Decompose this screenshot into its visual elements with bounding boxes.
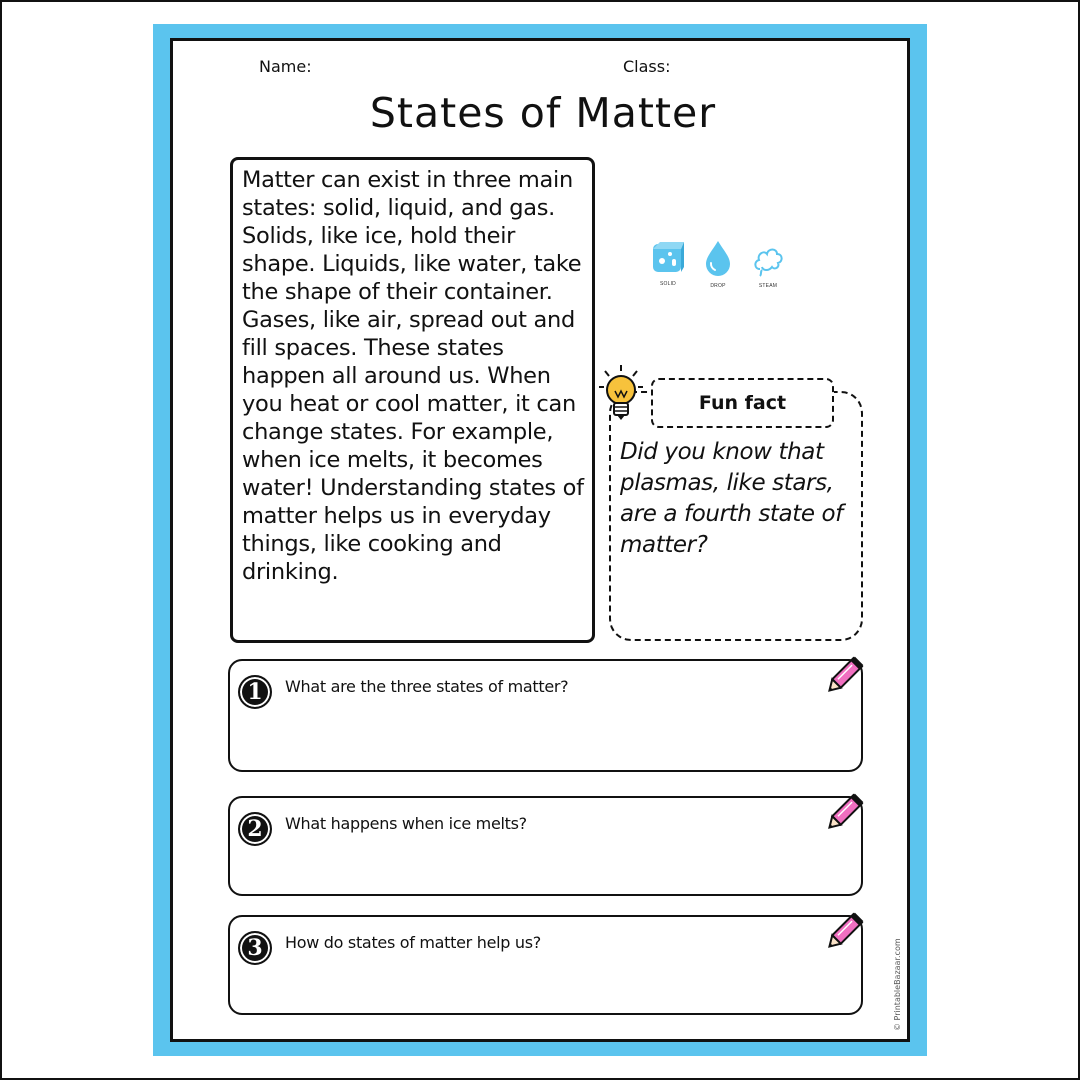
lightbulb-icon [597,363,645,425]
worksheet [170,38,910,1042]
page-title: States of Matter [369,89,717,137]
question-box-1[interactable] [228,659,863,772]
ice-cube-icon [643,239,693,287]
pencil-icon [819,786,871,838]
question-text-3: How do states of matter help us? [285,933,541,952]
icon-caption-solid: SOLID [659,281,676,287]
question-number-2: 2 [238,812,272,846]
icon-caption-drop: DROP [710,283,726,289]
name-label: Name: [259,57,312,76]
fun-fact-title: Fun fact [651,378,834,428]
steam-icon [743,239,793,289]
states-illustration [643,239,823,299]
pencil-icon [819,905,871,957]
reading-passage: Matter can exist in three main states: solid, liquid, and gas. Solids, like ice, hold their shape. Liquids, like water, take the shape of their container. Gases, like air, spread out and fill spaces. These states happen all around us. When you heat or cool matter, it can change states. For example, when ice melts, it becomes water! Understanding states of matter helps us in everyday things, like cooking and drinking. [242,167,584,585]
icon-caption-steam: STEAM [758,283,778,289]
water-drop-icon [693,239,743,289]
question-text-1: What are the three states of matter? [285,677,569,696]
question-box-3[interactable] [228,915,863,1015]
class-label: Class: [623,57,671,76]
question-box-2[interactable] [228,796,863,896]
watermark: © PrintableBazaar.com [893,938,902,1031]
fun-fact-text: Did you know that plasmas, like stars, are a fourth state of matter? [620,439,843,558]
pencil-icon [819,649,871,701]
question-number-1: 1 [238,675,272,709]
question-number-3: 3 [238,931,272,965]
question-text-2: What happens when ice melts? [285,814,527,833]
reading-passage-box [230,157,595,643]
